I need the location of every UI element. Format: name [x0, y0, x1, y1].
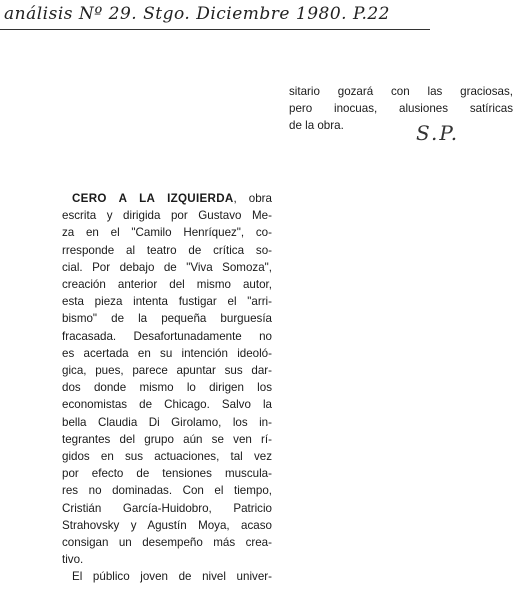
handwritten-source-note: análisis Nº 29. Stgo. Diciembre 1980. P.22	[4, 4, 390, 24]
text-line: sitario gozará con las graciosas,	[289, 85, 513, 98]
text-line: gidos en sus actuaciones, tal vez	[62, 450, 272, 464]
text-line: fracasada. Desafortunadamente no	[62, 329, 272, 343]
left-column	[62, 190, 272, 586]
text-line: rresponde al teatro de crítica so-	[62, 243, 272, 257]
handwritten-underline	[0, 29, 430, 30]
text-line: tegrantes del grupo aún se ven rí-	[62, 432, 272, 446]
handwritten-signature: S.P.	[416, 121, 460, 145]
text-line: za en el "Camilo Henríquez", co-	[62, 226, 272, 240]
text-line: gica, pues, parece apuntar sus dar-	[62, 364, 272, 378]
text-line-first	[62, 190, 272, 207]
text-line: esta pieza intenta fustigar el "arri-	[62, 295, 272, 309]
text-line: pero inocuas, alusiones satíricas	[289, 102, 513, 116]
article-headline: CERO A LA IZQUIERDA	[72, 192, 234, 205]
text-line: es acertada en su intención ideoló-	[62, 346, 272, 360]
text-line: dos donde mismo lo dirigen los	[62, 381, 272, 395]
text-line: El público joven de nivel univer-	[72, 570, 272, 584]
text-line: bismo" de la pequeña burguesía	[62, 312, 272, 326]
right-column	[289, 83, 513, 135]
text-line: consigan un desempeño más crea-	[62, 536, 272, 550]
text-line: escrita y dirigida por Gustavo Me-	[62, 209, 272, 223]
text-line: cial. Por debajo de "Viva Somoza",	[62, 260, 272, 274]
text-line: res no dominadas. Con el tiempo,	[62, 484, 272, 498]
text-line: tivo.	[62, 553, 84, 567]
text-line: Cristián García-Huidobro, Patricio	[62, 501, 272, 515]
text-line: creación anterior del mismo autor,	[62, 278, 272, 292]
headline-continuation: , obra	[233, 192, 272, 205]
text-line: bella Claudia Di Girolamo, los in-	[62, 415, 272, 429]
text-line: por efecto de tensiones muscula-	[62, 467, 272, 481]
text-line: de la obra.	[289, 119, 344, 133]
text-line: economistas de Chicago. Salvo la	[62, 398, 272, 412]
text-line: Strahovsky y Agustín Moya, acaso	[62, 518, 272, 532]
